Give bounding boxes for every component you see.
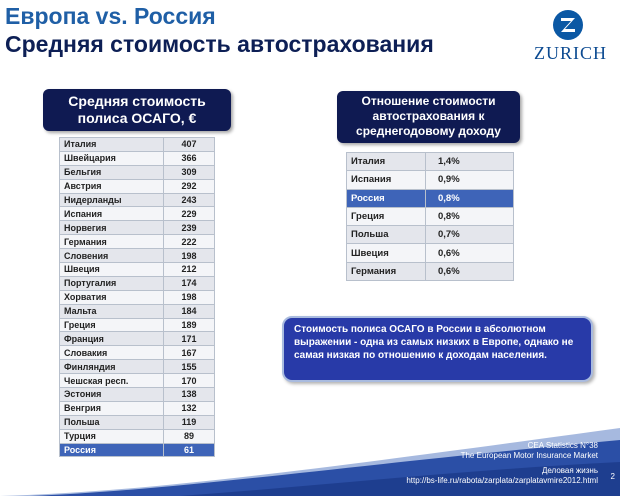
table-row xyxy=(60,165,215,179)
country-cell: Финляндия xyxy=(60,360,164,374)
table-row xyxy=(60,346,215,360)
country-cell: Венгрия xyxy=(60,401,164,415)
left-table-heading: Средняя стоимость полиса ОСАГО, € xyxy=(43,89,231,131)
table-row xyxy=(60,221,215,235)
footer-source-line-2: The European Motor Insurance Market xyxy=(460,451,598,460)
country-cell: Италия xyxy=(347,153,426,171)
logo-text: ZURICH xyxy=(534,43,607,63)
country-cell: Бельгия xyxy=(60,165,164,179)
country-cell: Эстония xyxy=(60,388,164,402)
country-cell: Греция xyxy=(60,318,164,332)
table-row xyxy=(347,189,514,207)
table-row xyxy=(347,262,514,280)
value-cell: 366 xyxy=(164,151,215,165)
table-row xyxy=(60,332,215,346)
table-row xyxy=(347,226,514,244)
table-row xyxy=(60,193,215,207)
value-cell: 171 xyxy=(164,332,215,346)
table-row xyxy=(60,290,215,304)
country-cell: Словения xyxy=(60,249,164,263)
country-cell: Греция xyxy=(347,207,426,225)
value-cell: 292 xyxy=(164,179,215,193)
table-row xyxy=(60,374,215,388)
country-cell: Германия xyxy=(60,235,164,249)
value-cell: 155 xyxy=(164,360,215,374)
footer-source xyxy=(461,441,598,461)
value-cell: 407 xyxy=(164,138,215,152)
country-cell: Швеция xyxy=(60,263,164,277)
table-row xyxy=(347,153,514,171)
country-cell: Италия xyxy=(60,138,164,152)
value-cell: 0,8% xyxy=(426,189,514,207)
table-row xyxy=(60,138,215,152)
country-cell: Швеция xyxy=(347,244,426,262)
country-cell: Испания xyxy=(347,171,426,189)
value-cell: 0,7% xyxy=(426,226,514,244)
table-row xyxy=(60,235,215,249)
country-cell: Россия xyxy=(347,189,426,207)
value-cell: 132 xyxy=(164,401,215,415)
country-cell: Мальта xyxy=(60,304,164,318)
country-cell: Германия xyxy=(347,262,426,280)
table-row xyxy=(347,207,514,225)
table-row xyxy=(60,360,215,374)
value-cell: 309 xyxy=(164,165,215,179)
country-cell: Норвегия xyxy=(60,221,164,235)
country-cell: Франция xyxy=(60,332,164,346)
zurich-logo-icon xyxy=(553,10,583,40)
country-cell: Польша xyxy=(60,415,164,429)
title-line-2: Средняя стоимость автострахования xyxy=(5,31,434,57)
value-cell: 198 xyxy=(164,249,215,263)
country-cell: Австрия xyxy=(60,179,164,193)
value-cell: 212 xyxy=(164,263,215,277)
country-cell: Турция xyxy=(60,429,164,443)
right-table xyxy=(346,152,514,281)
country-cell: Португалия xyxy=(60,276,164,290)
country-cell: Чешская респ. xyxy=(60,374,164,388)
table-row xyxy=(60,151,215,165)
table-row xyxy=(347,171,514,189)
country-cell: Польша xyxy=(347,226,426,244)
table-row xyxy=(60,304,215,318)
page-number: 2 xyxy=(610,472,615,481)
footer-link xyxy=(406,466,598,486)
table-row xyxy=(60,207,215,221)
value-cell: 89 xyxy=(164,429,215,443)
callout-box: Стоимость полиса ОСАГО в России в абсолютном выражении - одна из самых низких в Европе, однако не самая низкая по отношению к доходам населения. xyxy=(282,316,593,382)
value-cell: 0,6% xyxy=(426,262,514,280)
table-row xyxy=(347,244,514,262)
table-row xyxy=(60,179,215,193)
table-row xyxy=(60,263,215,277)
footer-url[interactable]: http://bs-life.ru/rabota/zarplata/zarplatavmire2012.html xyxy=(406,476,598,485)
value-cell: 0,6% xyxy=(426,244,514,262)
footer-source-line-1: CEA Statistics N°38 xyxy=(527,441,598,450)
title-line-1: Европа vs. Россия xyxy=(5,3,216,29)
value-cell: 1,4% xyxy=(426,153,514,171)
value-cell: 174 xyxy=(164,276,215,290)
table-row xyxy=(60,249,215,263)
country-cell: Испания xyxy=(60,207,164,221)
right-table-heading: Отношение стоимости автострахования к среднегодовому доходу xyxy=(337,91,520,143)
value-cell: 239 xyxy=(164,221,215,235)
value-cell: 198 xyxy=(164,290,215,304)
country-cell: Нидерланды xyxy=(60,193,164,207)
table-row xyxy=(60,318,215,332)
value-cell: 0,9% xyxy=(426,171,514,189)
value-cell: 119 xyxy=(164,415,215,429)
country-cell: Словакия xyxy=(60,346,164,360)
footer-source-line-3: Деловая жизнь xyxy=(541,466,598,475)
value-cell: 170 xyxy=(164,374,215,388)
value-cell: 184 xyxy=(164,304,215,318)
country-cell: Россия xyxy=(60,443,164,457)
value-cell: 229 xyxy=(164,207,215,221)
value-cell: 243 xyxy=(164,193,215,207)
value-cell: 222 xyxy=(164,235,215,249)
value-cell: 138 xyxy=(164,388,215,402)
country-cell: Швейцария xyxy=(60,151,164,165)
value-cell: 0,8% xyxy=(426,207,514,225)
value-cell: 167 xyxy=(164,346,215,360)
country-cell: Хорватия xyxy=(60,290,164,304)
value-cell: 189 xyxy=(164,318,215,332)
table-row xyxy=(60,276,215,290)
value-cell: 61 xyxy=(164,443,215,457)
